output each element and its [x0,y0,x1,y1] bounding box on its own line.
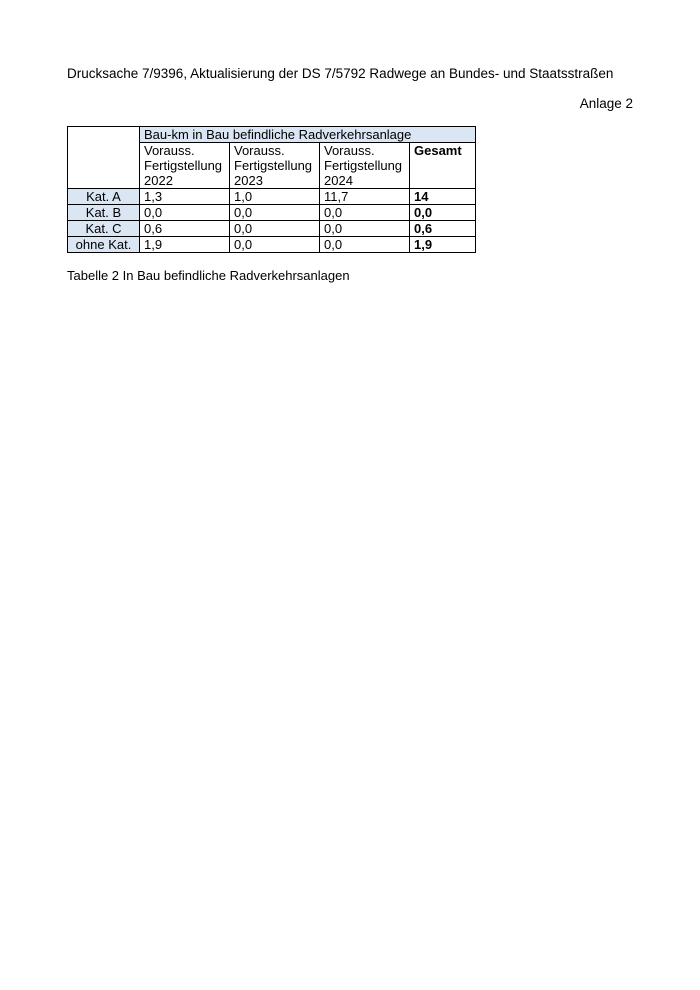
table-cell: 0,0 [140,205,230,221]
column-header-2023 [230,143,320,189]
row-label: Kat. A [68,189,140,205]
column-header-line: Fertigstellung [324,158,403,173]
table-cell: 0,0 [230,237,320,253]
annex-label: Anlage 2 [579,96,633,111]
column-header-2024 [320,143,410,189]
column-header-line: Fertigstellung [234,158,313,173]
table-cell: 11,7 [320,189,410,205]
column-header-line: 2024 [324,173,353,188]
table-cell: 0,0 [320,237,410,253]
column-header-line: 2023 [234,173,263,188]
column-header-line: Vorauss. [324,143,375,158]
column-header-2022 [140,143,230,189]
table-cell-total: 0,6 [410,221,476,237]
row-label: Kat. B [68,205,140,221]
table-cell: 0,0 [320,205,410,221]
column-header-line: Vorauss. [234,143,285,158]
construction-table [67,126,476,253]
table-cell-total: 14 [410,189,476,205]
table-caption: Tabelle 2 In Bau befindliche Radverkehrsanlagen [67,268,350,283]
row-label: Kat. C [68,221,140,237]
table-row [68,237,476,253]
table-row [68,221,476,237]
table-cell: 1,0 [230,189,320,205]
column-header-line: 2022 [144,173,173,188]
column-header-line: Vorauss. [144,143,195,158]
table-cell: 0,0 [320,221,410,237]
table-row [68,189,476,205]
table-cell: 0,0 [230,205,320,221]
table-corner-cell [68,127,140,189]
table-row [68,205,476,221]
column-header-total: Gesamt [410,143,476,189]
table-cell: 0,0 [230,221,320,237]
table-cell: 1,9 [140,237,230,253]
row-label: ohne Kat. [68,237,140,253]
document-header: Drucksache 7/9396, Aktualisierung der DS 7/5792 Radwege an Bundes- und Staatsstraßen [67,66,614,81]
table-group-header-row [68,127,476,143]
table-group-header: Bau-km in Bau befindliche Radverkehrsanlage [140,127,476,143]
table-cell-total: 0,0 [410,205,476,221]
column-header-line: Fertigstellung [144,158,223,173]
table-cell: 1,3 [140,189,230,205]
table-cell: 0,6 [140,221,230,237]
table-cell-total: 1,9 [410,237,476,253]
